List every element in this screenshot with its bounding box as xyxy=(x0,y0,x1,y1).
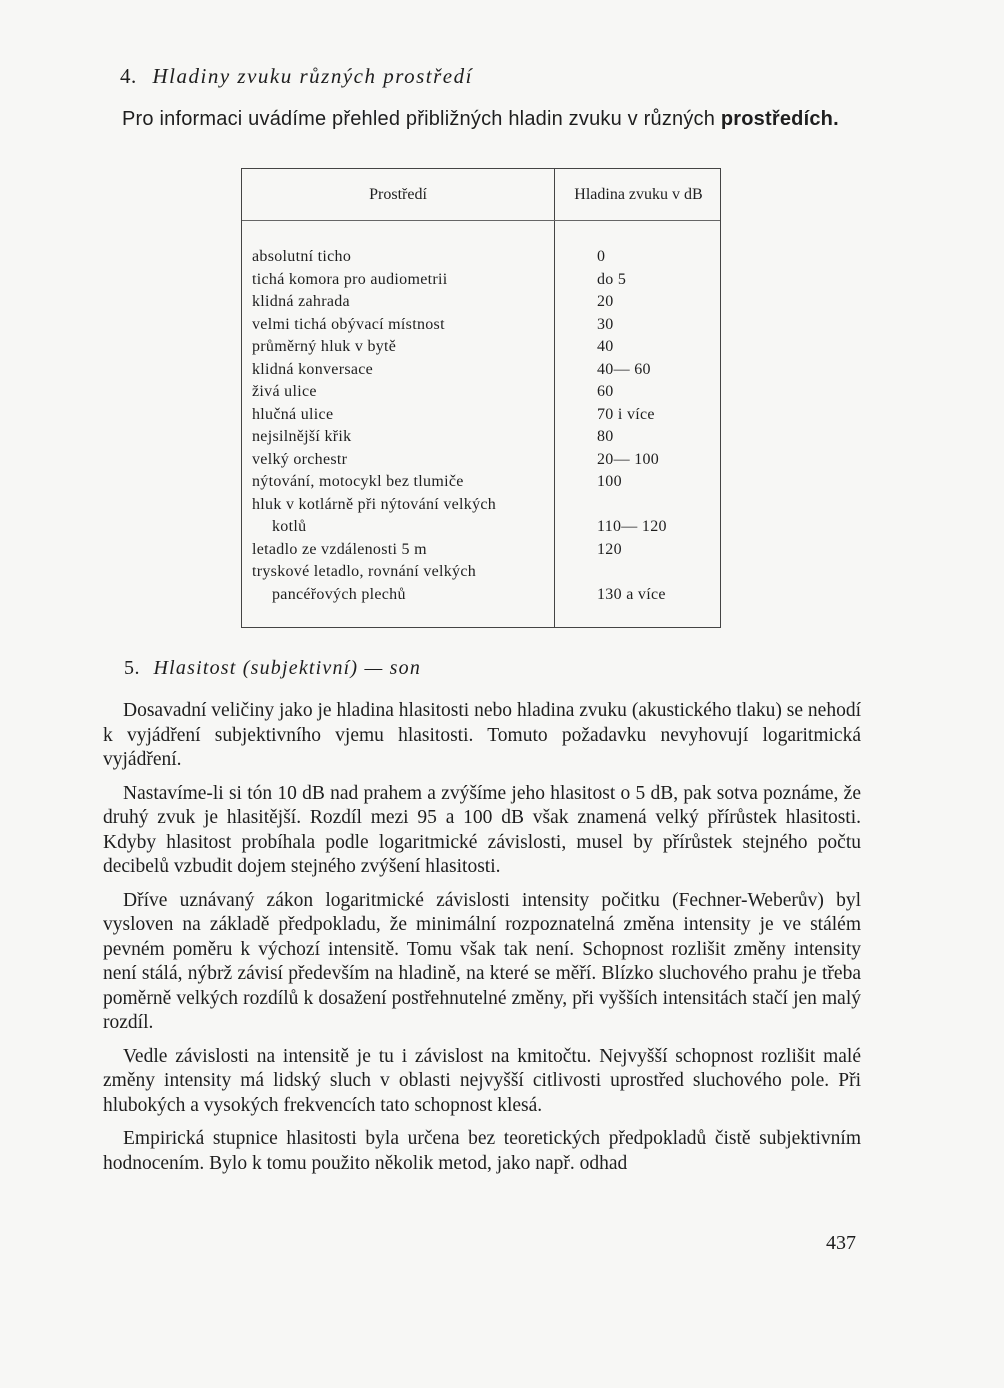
table-row xyxy=(242,359,722,382)
table-row xyxy=(242,404,722,427)
paragraph: Dříve uznávaný zákon logaritmické závislosti intensity počitku (Fechner-Weberův) byl vysloven na základě předpokladu, že minimální rozpoznatelná změna intensity je ve stálém pevném poměru k výchozí intensitě. Tomu však tak není. Schopnost rozlišit změny intensity není stálá, nýbrž závisí především na hladině, na které se měří. Blízko sluchového prahu je třeba poměrně velkých rozdílů k dosažení postřehnutelné změny, při vyšších intensitách stačí jen malý rozdíl. xyxy=(103,889,861,1033)
table-cell-environment: průměrný hluk v bytě xyxy=(252,338,397,355)
table-cell-level: 20— 100 xyxy=(597,450,660,468)
paragraph: Vedle závislosti na intensitě je tu i závislost na kmitočtu. Nejvyšší schopnost rozlišit malé změny intensity má lidský sluch v oblasti nejvyšší citlivosti uprostřed sluchového pole. Při hlubokých a vysokých frekvencích tato schopnost klesá. xyxy=(103,1045,861,1116)
table-row xyxy=(242,381,722,404)
table-cell-environment: tryskové letadlo, rovnání velkých xyxy=(252,563,477,580)
table-header-environment: Prostředí xyxy=(369,186,427,203)
table-body xyxy=(242,246,722,606)
table-cell-environment: nýtování, motocykl bez tlumiče xyxy=(252,473,464,490)
table-cell-level: 30 xyxy=(597,315,614,333)
page-number: 437 xyxy=(826,1232,856,1254)
table-cell-level: 40 xyxy=(597,338,614,355)
table-cell-environment: velmi tichá obývací místnost xyxy=(252,315,445,333)
table-header-rule xyxy=(242,220,720,221)
table-row xyxy=(242,471,722,494)
table-cell-level: 80 xyxy=(597,428,614,445)
body-text xyxy=(103,699,861,1185)
table-row xyxy=(242,336,722,359)
table-cell-level: 110— 120 xyxy=(597,518,667,535)
paragraph: Dosavadní veličiny jako je hladina hlasitosti nebo hladina zvuku (akustického tlaku) se nehodí k vyjádření subjektivního vjemu hlasitosti. Tomuto požadavku nevyhovují logaritmická vyjádření. xyxy=(103,700,861,770)
paragraph: Empirická stupnice hlasitosti byla určena bez teoretických předpokladů čistě subjektivním hodnocením. Bylo k tomu použito několik metod, jako např. odhad xyxy=(103,1128,861,1174)
table-cell-level: 100 xyxy=(597,473,622,490)
table-cell-level: 0 xyxy=(597,248,606,265)
table-cell-environment: nejsilnější křik xyxy=(252,428,352,445)
table-cell-environment: klidná konversace xyxy=(252,360,374,378)
table-row xyxy=(242,584,722,607)
table-cell-environment: hlučná ulice xyxy=(252,405,334,423)
table-cell-environment: absolutní ticho xyxy=(252,248,352,265)
table-cell-environment: klidná zahrada xyxy=(252,293,350,310)
paragraph: Nastavíme-li si tón 10 dB nad prahem a zvýšíme jeho hlasitost o 5 dB, pak sotva poznáme, že druhý zvuk je hlasitější. Rozdíl mezi 95 a 100 dB však znamená velký přírůstek hlasitosti. Kdyby hlasitost probíhala podle logaritmické závislosti, musel by přírůstek stejného počtu decibelů vzbudit dojem stejného zvýšení hlasitosti. xyxy=(103,782,861,877)
table-header-level: Hladina zvuku v dB xyxy=(574,186,703,203)
table-row xyxy=(242,269,722,292)
table-cell-level: 130 a více xyxy=(597,585,666,603)
table-cell-level: 20 xyxy=(597,293,614,310)
table-cell-level: 40— 60 xyxy=(597,360,651,378)
table-cell-environment: pancéřových plechů xyxy=(272,585,406,603)
table-cell-environment: kotlů xyxy=(272,518,307,535)
section-5-number: 5. xyxy=(124,657,140,679)
table-row xyxy=(242,561,722,584)
table-row xyxy=(242,246,722,269)
section-4-number: 4. xyxy=(120,64,137,88)
section-4-heading xyxy=(120,64,473,89)
table-cell-level: do 5 xyxy=(597,270,627,288)
table-cell-environment: letadlo ze vzdálenosti 5 m xyxy=(252,540,427,558)
section-4-title: Hladiny zvuku různých prostředí xyxy=(152,64,473,88)
table-cell-environment: tichá komora pro audiometrii xyxy=(252,270,448,288)
sound-level-table xyxy=(241,168,721,628)
table-row xyxy=(242,516,722,539)
intro-bold-word: prostředích. xyxy=(720,108,839,130)
table-top-rule xyxy=(242,168,720,169)
table-cell-environment: živá ulice xyxy=(252,383,317,400)
table-row xyxy=(242,449,722,472)
table-row xyxy=(242,539,722,562)
intro-sentence xyxy=(122,108,882,131)
table-row xyxy=(242,426,722,449)
table-cell-level: 60 xyxy=(597,383,614,400)
table-row xyxy=(242,494,722,517)
section-5-heading xyxy=(124,657,421,680)
table-row xyxy=(242,291,722,314)
table-cell-environment: hluk v kotlárně při nýtování velkých xyxy=(252,495,497,513)
intro-text: Pro informaci uvádíme přehled přibližných hladin zvuku v různých xyxy=(122,108,716,130)
section-5-title: Hlasitost (subjektivní) — son xyxy=(153,657,422,679)
table-cell-level: 120 xyxy=(597,540,622,558)
table-cell-environment: velký orchestr xyxy=(252,450,348,468)
table-row xyxy=(242,314,722,337)
table-cell-level: 70 i více xyxy=(597,405,655,423)
